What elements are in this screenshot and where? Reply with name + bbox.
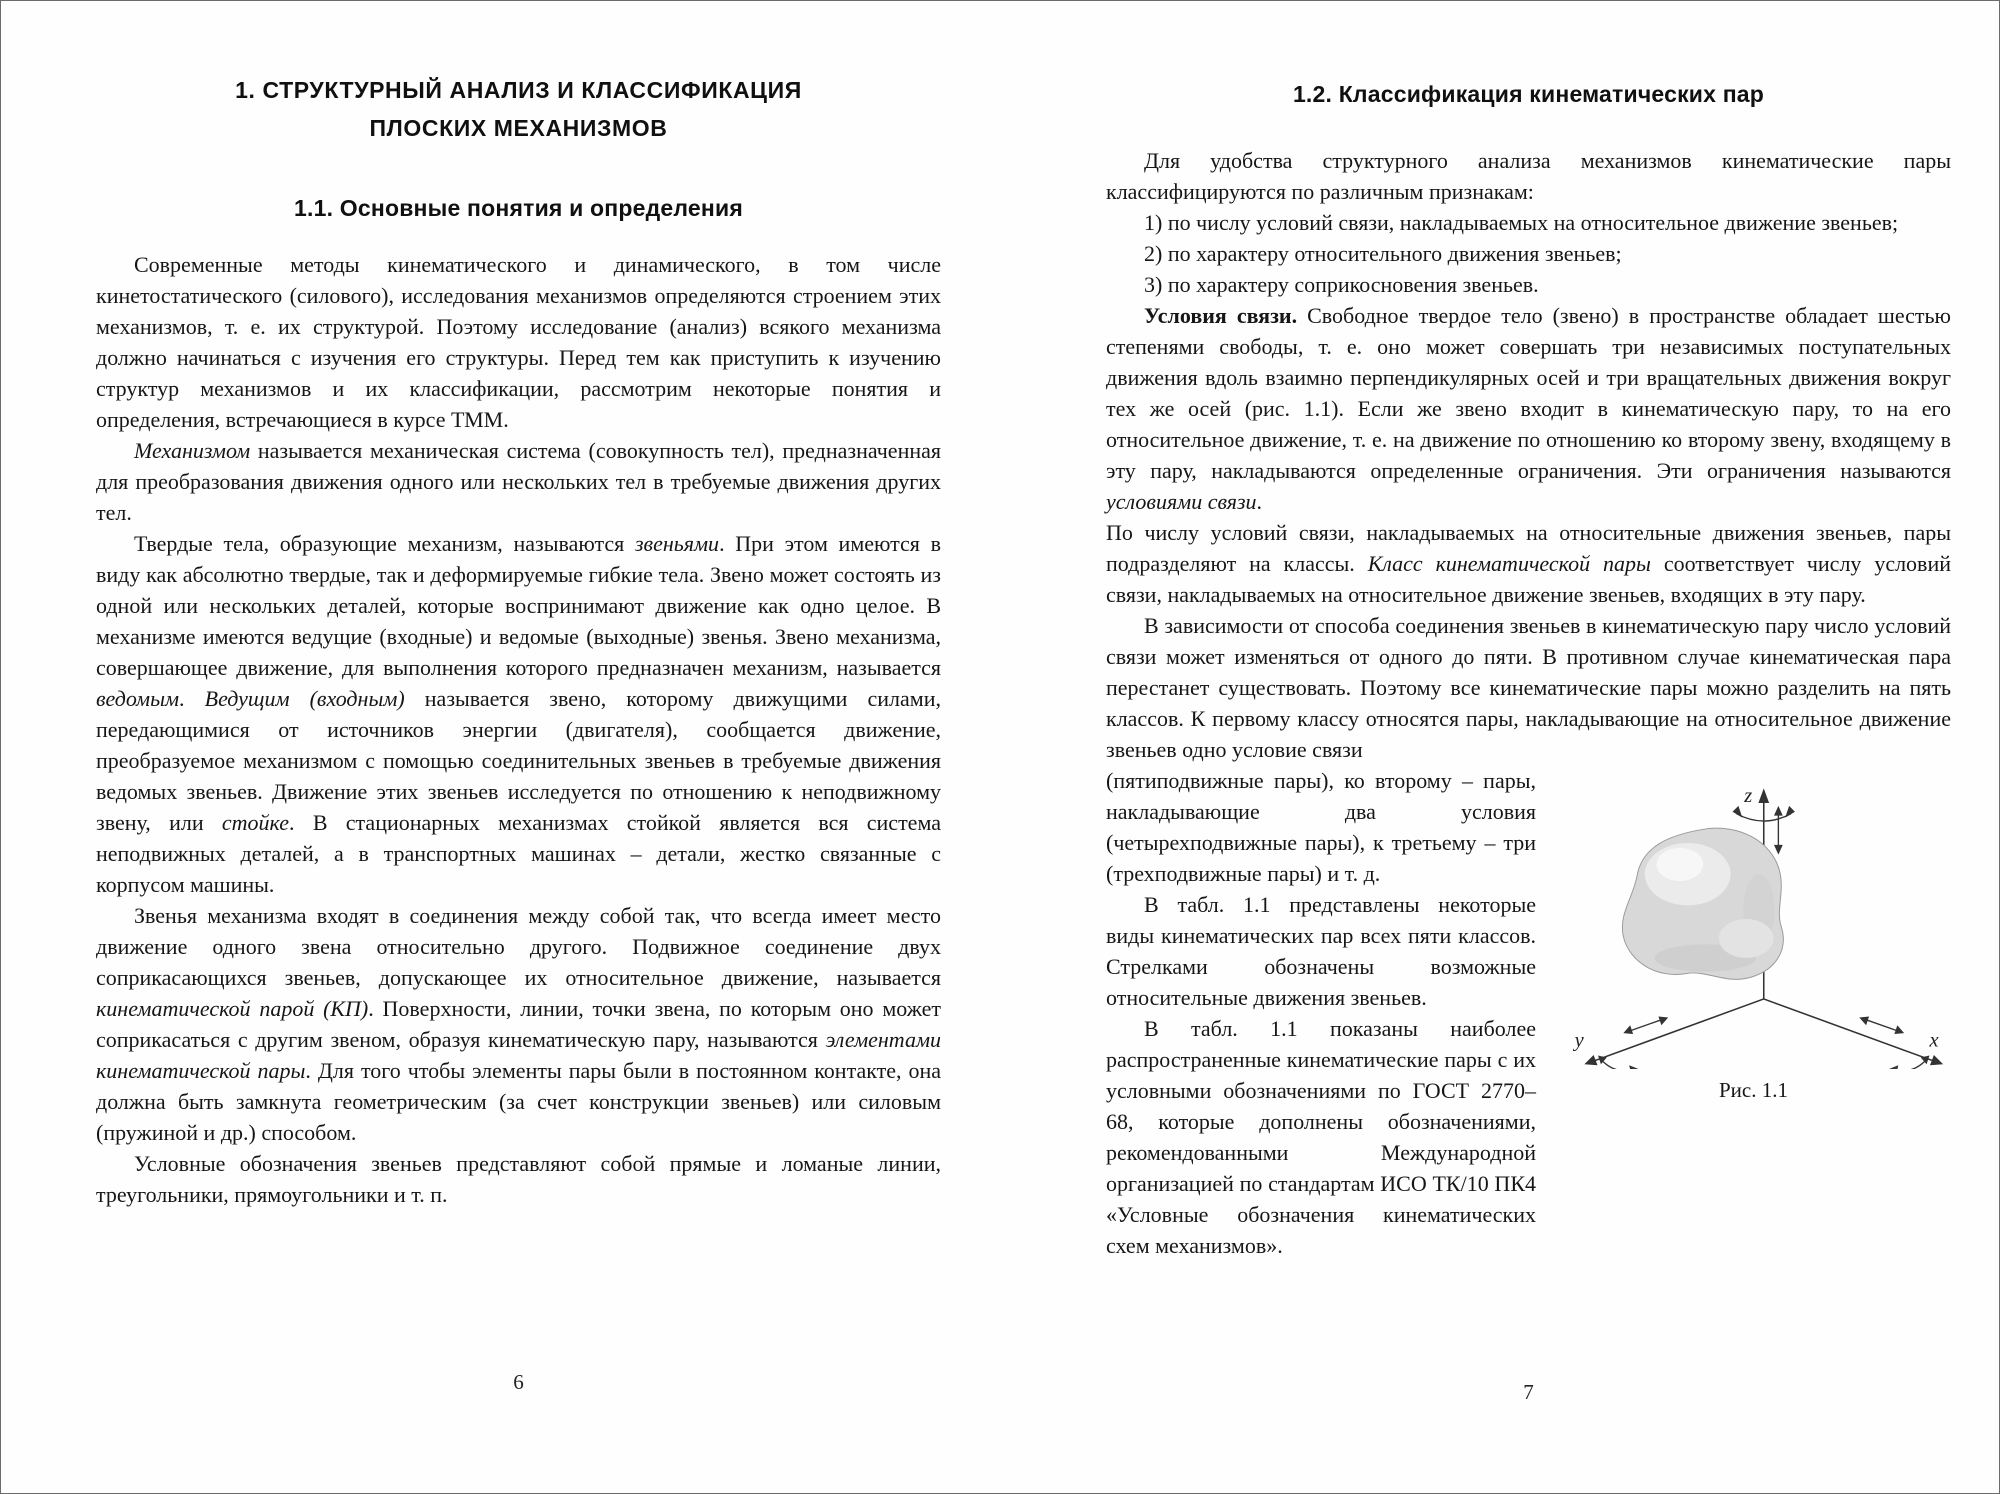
x-axis-line xyxy=(1763,999,1937,1062)
chapter-heading-line1: 1. СТРУКТУРНЫЙ АНАЛИЗ И КЛАССИФИКАЦИЯ xyxy=(235,77,802,103)
section-heading-1-1: 1.1. Основные понятия и определения xyxy=(294,195,743,221)
page-number-left: 6 xyxy=(513,1370,524,1394)
page-left xyxy=(96,1,941,1493)
page-right xyxy=(1106,1,1951,1493)
paragraph: Условия связи. Свободное твердое тело (звено) в пространстве обладает шестью степенями свободы, т. е. оно может совершать три независимых поступательных движения вдоль взаимно перпендикулярных осей и три вращательных движения вокруг тех же осей (рис. 1.1). Если же звено входит в кинематическую пару, то на его относительное движение, т. е. на движение по отношению ко второму звену, входящему в эту пару, накладываются определенные ограничения. Эти ограничения называются условиями связи. xyxy=(1106,303,1951,514)
figure-axes-diagram xyxy=(1559,769,1949,1069)
y-axis-label: y xyxy=(1574,1029,1584,1052)
left-page-text xyxy=(96,249,941,1210)
paragraph: Условные обозначения звеньев представляют собой прямые и ломаные линии, треугольники, прямоугольники и т. п. xyxy=(96,1151,941,1207)
wrapped-text-column xyxy=(1106,765,1536,1261)
paragraph: По числу условий связи, накладываемых на относительные движения звеньев, пары подразделяют на классы. Класс кинематической пары соответствует числу условий связи, накладываемых на относительное движение звеньев, входящих в эту пару. xyxy=(1106,520,1951,607)
list-item: 2) по характеру относительного движения звеньев; xyxy=(1144,241,1622,266)
paragraph: Современные методы кинематического и динамического, в том числе кинетостатического (силового), исследования механизмов определяются строением этих механизмов, т. е. их структурой. Поэтому исследование (анализ) всякого механизма должно начинаться с изучения его структуры. Перед тем как приступить к изучению структур механизмов и их классификации, рассмотрим некоторые понятия и определения, встречающиеся в курсе ТММ. xyxy=(96,252,941,432)
paragraph: Механизмом называется механическая система (совокупность тел), предназначенная для преобразования движения одного или нескольких тел в требуемые движения других тел. xyxy=(96,438,941,525)
y-axis-line xyxy=(1590,999,1764,1062)
z-axis-label: z xyxy=(1743,785,1752,807)
chapter-heading xyxy=(96,71,941,147)
right-page-text xyxy=(1106,145,1951,1261)
paragraph: В табл. 1.1 показаны наиболее распространенные кинематические пары с их условными обозначениями по ГОСТ 2770–68, которые дополнены обозначениями, рекомендованными Международной организацией по стандартам ИСО ТК/10 ПК4 «Условные обозначения кинематических схем механизмов». xyxy=(1106,1016,1536,1258)
paragraph: Звенья механизма входят в соединения между собой так, что всегда имеет место движение одного звена относительно другого. Подвижное соединение двух соприкасающихся звеньев, допускающее их относительное движение, называется кинематической парой (КП). Поверхности, линии, точки звена, по которым оно может соприкасаться с другим звеном, образуя кинематическую пару, называются элементами кинематической пары. Для того чтобы элементы пары были в постоянном контакте, она должна быть замкнута геометрическим (за счет конструкции звеньев) или силовым (пружиной и др.) способом. xyxy=(96,903,942,1145)
paragraph: Для удобства структурного анализа механизмов кинематические пары классифицируются по различным признакам: xyxy=(1106,148,1951,204)
figure-caption: Рис. 1.1 xyxy=(1719,1078,1788,1102)
chapter-heading-line2: ПЛОСКИХ МЕХАНИЗМОВ xyxy=(369,115,668,141)
rigid-body-blob xyxy=(1622,828,1783,979)
paragraph: (пятиподвижные пары), ко второму – пары, накладывающие два условия (четырехподвижные пары), к третьему – три (трехподвижные пары) и т. д. xyxy=(1106,768,1536,886)
paragraph: В зависимости от способа соединения звеньев в кинематическую пару число условий связи может изменяться от одного до пяти. В противном случае кинематическая пара перестанет существовать. Поэтому все кинематические пары можно разделить на пять классов. К первому классу относятся пары, накладывающие на относительное движение звеньев одно условие связи xyxy=(1106,613,1951,762)
list-item: 3) по характеру соприкосновения звеньев. xyxy=(1144,272,1539,297)
paragraph: В табл. 1.1 представлены некоторые виды кинематических пар всех пяти классов. Стрелками обозначены возможные относительные движения звеньев. xyxy=(1106,892,1536,1010)
paragraph: Твердые тела, образующие механизм, называются звеньями. При этом имеются в виду как абсолютно твердые, так и деформируемые гибкие тела. Звено может состоять из одной или нескольких деталей, которые воспринимают движение как одно целое. В механизме имеются ведущие (входные) и ведомые (выходные) звенья. Звено механизма, совершающее движение, для выполнения которого предназначен механизм, называется ведомым. Ведущим (входным) называется звено, которому движущими силами, передающимися от источников энергии (двигателя), сообщается движение, преобразуемое механизмом с помощью соединительных звеньев в требуемые движения ведомых звеньев. Движение этих звеньев исследуется по отношению к неподвижному звену, или стойке. В стационарных механизмах стойкой является вся система неподвижных деталей, а в транспортных машинах – детали, жестко связанные с корпусом машины. xyxy=(96,531,941,897)
list-item: 1) по числу условий связи, накладываемых на относительное движение звеньев; xyxy=(1144,210,1899,235)
text-figure-wrap xyxy=(1106,765,1951,1261)
page-number-right: 7 xyxy=(1523,1380,1534,1404)
x-axis-label: x xyxy=(1929,1029,1939,1052)
section-heading-1-2: 1.2. Классификация кинематических пар xyxy=(1292,81,1765,107)
figure-1-1 xyxy=(1556,769,1951,1103)
